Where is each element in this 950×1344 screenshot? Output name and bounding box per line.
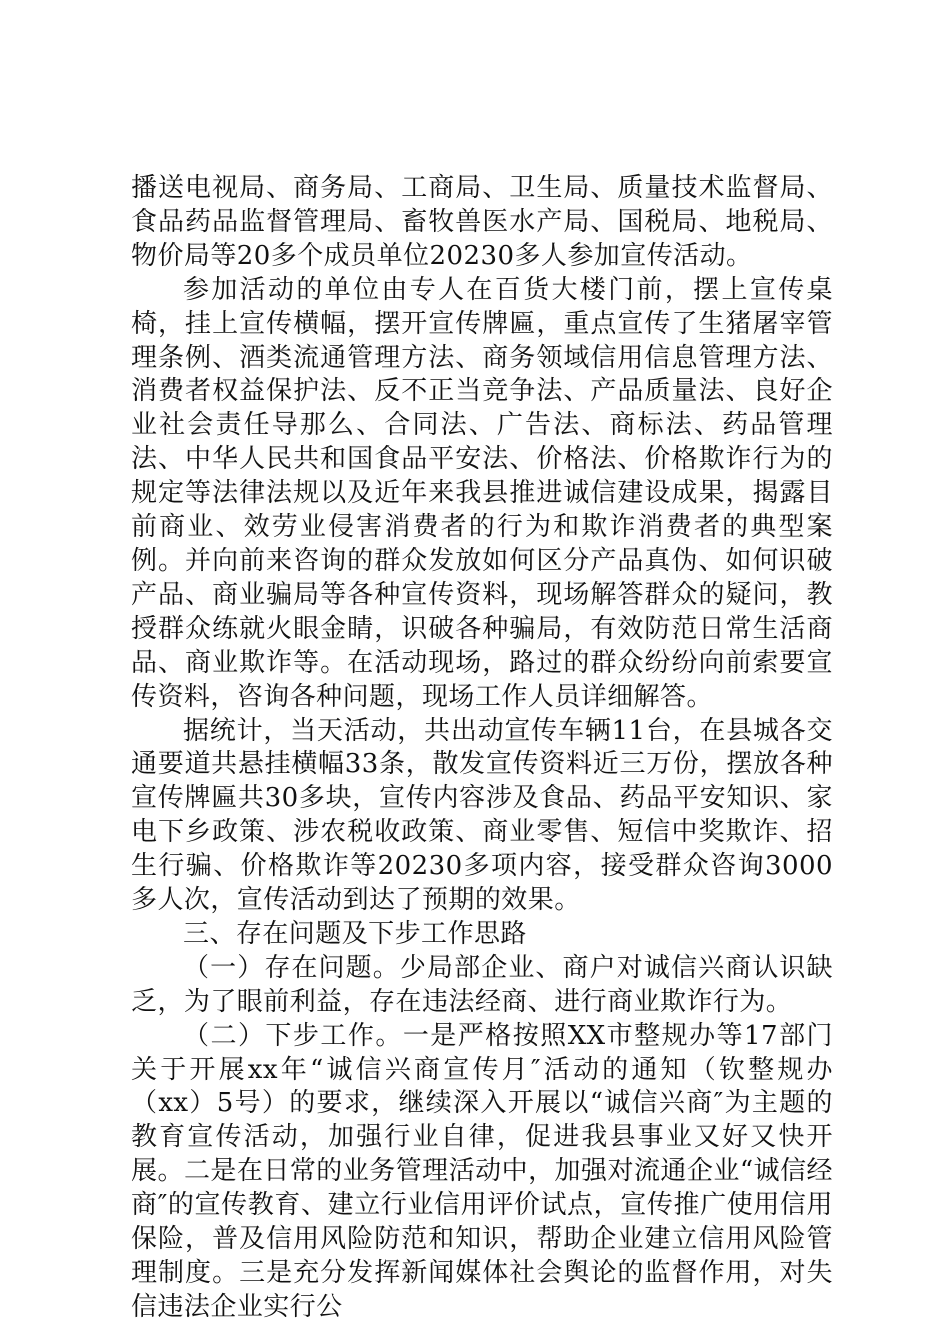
paragraph-activity-details: 参加活动的单位由专人在百货大楼门前，摆上宣传桌椅，挂上宣传横幅，摆开宣传牌匾，重点宣传了生猪屠宰管理条例、酒类流通管理方法、商务领域信用信息管理方法、消费者权益保护法、反不正当竞争法、产品质量法、良好企业社会责任导那么、合同法、广告法、商标法、药品管理法、中华人民共和国食品平安法、价格法、价格欺诈行为的规定等法律法规以及近年来我县推进诚信建设成果，揭露目前商业、效劳业侵害消费者的行为和欺诈消费者的典型案例。并向前来咨询的群众发放如何区分产品真伪、如何识破产品、商业骗局等各种宣传资料，现场解答群众的疑问，教授群众练就火眼金睛，识破各种骗局，有效防范日常生活商品、商业欺诈等。在活动现场，路过的群众纷纷向前索要宣传资料，咨询各种问题，现场工作人员详细解答。 [131, 274, 833, 712]
document-body [131, 172, 833, 1325]
paragraph-next-steps: （二）下步工作。一是严格按照XX市整规办等17部门关于开展xx年“诚信兴商宣传月″活动的通知（钦整规办（xx）5号）的要求，继续深入开展以“诚信兴商″为主题的教育宣传活动，加强行业自律，促进我县事业又好又快开展。二是在日常的业务管理活动中，加强对流通企业“诚信经商″的宣传教育、建立行业信用评价试点，宣传推广使用信用保险，普及信用风险防范和知识，帮助企业建立信用风险管理制度。三是充分发挥新闻媒体社会舆论的监督作用，对失信违法企业实行公 [131, 1020, 833, 1322]
paragraph-problems: （一）存在问题。少局部企业、商户对诚信兴商认识缺乏，为了眼前利益，存在违法经商、进行商业欺诈行为。 [131, 952, 833, 1017]
paragraph-statistics: 据统计，当天活动，共出动宣传车辆11台，在县城各交通要道共悬挂横幅33条，散发宣传资料近三万份，摆放各种宣传牌匾共30多块，宣传内容涉及食品、药品平安知识、家电下乡政策、涉农税收政策、商业零售、短信中奖欺诈、招生行骗、价格欺诈等20230多项内容，接受群众咨询3000多人次，宣传活动到达了预期的效果。 [131, 715, 833, 916]
section-heading: 三、存在问题及下步工作思路 [183, 918, 527, 949]
paragraph-continuation: 播送电视局、商务局、工商局、卫生局、质量技术监督局、食品药品监督管理局、畜牧兽医水产局、国税局、地税局、物价局等20多个成员单位20230多人参加宣传活动。 [131, 173, 833, 271]
